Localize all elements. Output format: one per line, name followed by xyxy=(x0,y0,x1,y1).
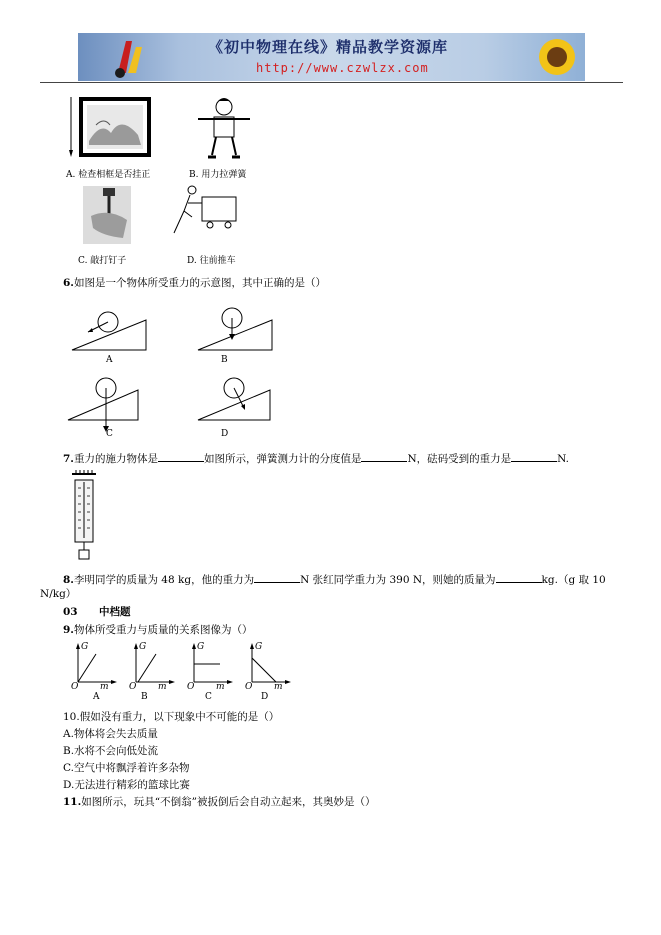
q10-option-d: D.无法进行精彩的篮球比赛 xyxy=(63,779,190,791)
banner-url: http://www.czwlzx.com xyxy=(256,61,429,75)
q9-b-axis-x: m xyxy=(158,682,167,692)
q7-question xyxy=(63,451,569,466)
q8-blank-1[interactable] xyxy=(254,572,300,583)
q6-number: 6. xyxy=(63,277,74,289)
q6-label-c: C xyxy=(106,429,113,439)
pushing-cart-image xyxy=(170,185,240,243)
q5-option-b: B. 用力拉弹簧 xyxy=(189,170,247,180)
q10-option-a: A.物体将会失去质量 xyxy=(63,728,158,740)
q9-b-origin: O xyxy=(129,682,137,692)
section-title: 中档题 xyxy=(99,606,131,618)
q9-label-d: D xyxy=(261,692,269,702)
q6-label-a: A xyxy=(106,355,113,365)
sunflower-icon xyxy=(525,33,585,81)
q6-question xyxy=(63,276,326,290)
logo-icon xyxy=(100,33,160,81)
q7-part3: N，砝码受到的重力是 xyxy=(407,453,512,465)
banner-title: 《初中物理在线》精品教学资源库 xyxy=(208,38,449,56)
q11-text: 如图所示，玩具“不倒翁”被扳倒后会自动立起来，其奥妙是（） xyxy=(81,796,376,808)
spring-scale-image xyxy=(70,472,100,562)
picture-frame-plumb-image xyxy=(66,95,151,160)
spring-pull-person-image xyxy=(194,95,254,163)
q9-a-origin: O xyxy=(71,682,79,692)
q6-label-b: B xyxy=(221,355,228,365)
q9-c-axis-x: m xyxy=(216,682,225,692)
section-number: 03 xyxy=(63,606,78,618)
q6-diagram-b xyxy=(196,300,276,360)
q9-d-origin: O xyxy=(245,682,253,692)
q7-part4: N. xyxy=(557,453,570,465)
q11-question xyxy=(63,795,376,809)
q8-text-a: 李明同学的质量为 48 kg，他的重力为 xyxy=(73,574,255,586)
q9-a-axis-y: G xyxy=(81,642,89,652)
q9-number: 9. xyxy=(63,624,74,636)
q9-a-axis-x: m xyxy=(100,682,109,692)
q9-label-b: B xyxy=(141,692,148,702)
q9-question xyxy=(63,623,252,637)
q8-question-line1 xyxy=(63,572,606,587)
q8-question-line2: N/kg） xyxy=(40,588,77,600)
q8-blank-2[interactable] xyxy=(496,572,542,583)
q9-d-axis-y: G xyxy=(255,642,263,652)
q8-text-c: kg.（g 取 10 xyxy=(541,574,606,586)
q6-diagram-d xyxy=(196,372,276,432)
q5-option-c: C. 敲打钉子 xyxy=(78,256,127,266)
q7-part2: 如图所示，弹簧测力计的分度值是 xyxy=(203,453,362,465)
q9-c-axis-y: G xyxy=(197,642,205,652)
q7-blank-2[interactable] xyxy=(361,451,407,462)
q9-b-axis-y: G xyxy=(139,642,147,652)
q5-option-a: A. 检查相框是否挂正 xyxy=(66,170,151,180)
q10-question: 10.假如没有重力，以下现象中不可能的是（） xyxy=(63,711,280,723)
q6-label-d: D xyxy=(221,429,229,439)
q8-number: 8. xyxy=(63,574,74,586)
q5-option-d: D. 往前推车 xyxy=(187,256,236,266)
q9-d-axis-x: m xyxy=(274,682,283,692)
q9-label-a: A xyxy=(93,692,100,702)
q6-text: 如图是一个物体所受重力的示意图，其中正确的是（） xyxy=(73,277,326,289)
hammering-nail-image xyxy=(83,186,131,244)
header-divider xyxy=(40,82,623,83)
q9-label-c: C xyxy=(205,692,212,702)
header-banner xyxy=(78,33,585,81)
q7-blank-1[interactable] xyxy=(158,451,204,462)
q9-text: 物体所受重力与质量的关系图像为（） xyxy=(73,624,253,636)
q7-number: 7. xyxy=(63,453,74,465)
q10-option-b: B.水将不会向低处流 xyxy=(63,745,159,757)
q9-c-origin: O xyxy=(187,682,195,692)
q10-option-c: C.空气中将飘浮着许多杂物 xyxy=(63,762,190,774)
q8-text-b: N 张红同学重力为 390 N，则她的质量为 xyxy=(300,574,496,586)
q6-diagram-a xyxy=(70,300,150,360)
q7-part1: 重力的施力物体是 xyxy=(73,453,158,465)
q7-blank-3[interactable] xyxy=(511,451,557,462)
q11-number: 11. xyxy=(63,796,82,808)
